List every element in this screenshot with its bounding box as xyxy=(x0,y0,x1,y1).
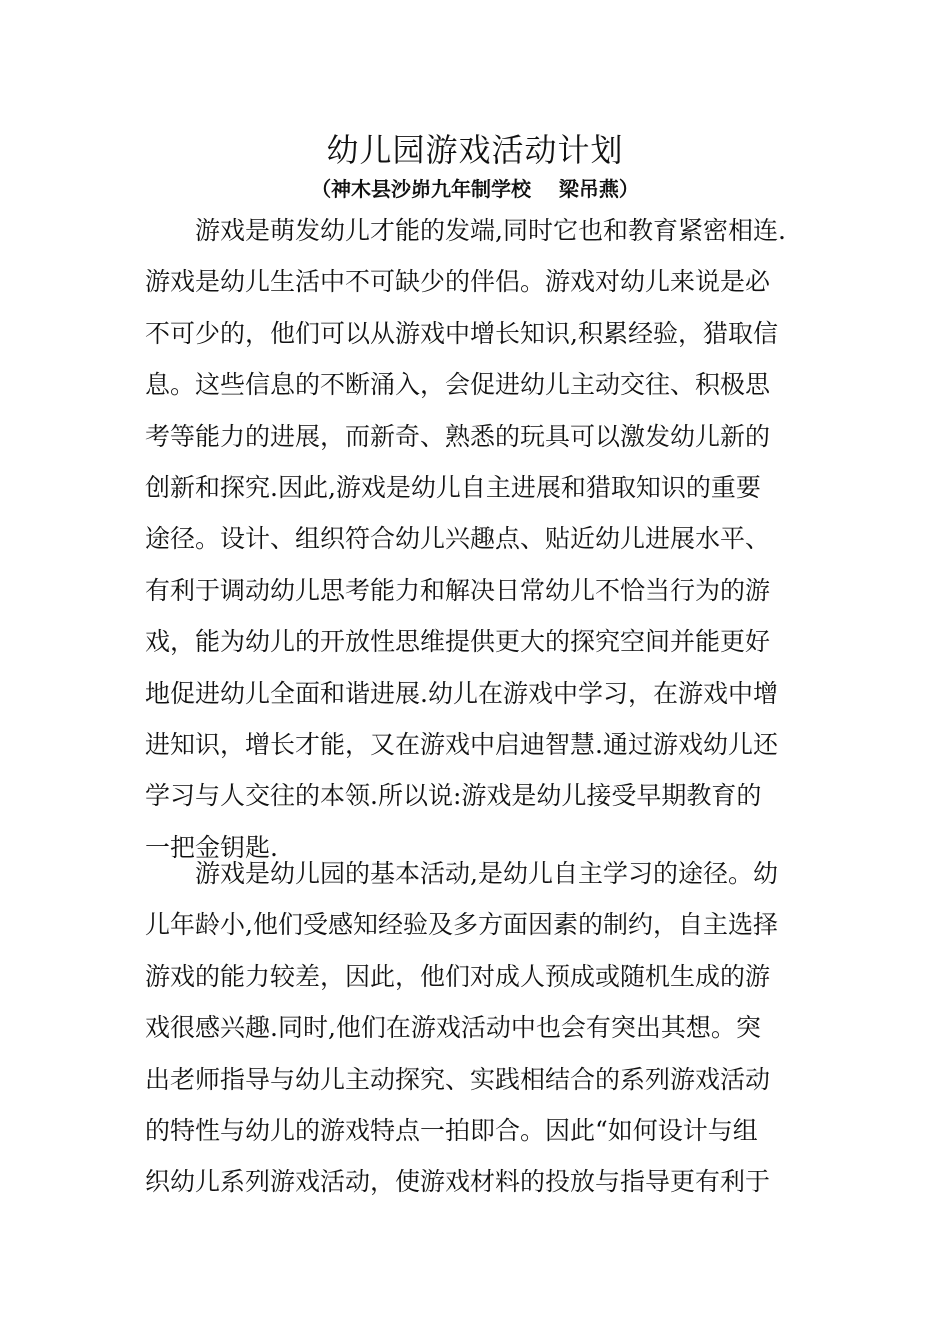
paragraph-line: 出老师指导与幼儿主动探究、实践相结合的系列游戏活动 xyxy=(145,1064,771,1094)
paragraph-line: 有利于调动幼儿思考能力和解决日常幼儿不恰当行为的游 xyxy=(145,575,771,605)
document-title: 幼儿园游戏活动计划 xyxy=(326,131,624,169)
document-subtitle: （神木县沙峁九年制学校 梁吊燕） xyxy=(311,177,639,201)
paragraph-line: 一把金钥匙. xyxy=(145,832,278,862)
paragraph-line: 游戏是幼儿生活中不可缺少的伴侣。游戏对幼儿来说是必 xyxy=(145,267,771,297)
paragraph-line: 戏，能为幼儿的开放性思维提供更大的探究空间并能更好 xyxy=(145,627,771,657)
paragraph-line: 创新和探究.因此,游戏是幼儿自主进展和猎取知识的重要 xyxy=(145,472,761,502)
paragraph-line: 戏很感兴趣.同时,他们在游戏活动中也会有突出其想。突 xyxy=(145,1013,761,1043)
paragraph-line: 息。这些信息的不断涌入，会促进幼儿主动交往、积极思 xyxy=(145,370,771,400)
paragraph-line: 学习与人交往的本领.所以说:游戏是幼儿接受早期教育的 xyxy=(145,781,762,811)
paragraph-line: 的特性与幼儿的游戏特点一拍即合。因此“如何设计与组 xyxy=(145,1115,758,1145)
paragraph-line: 地促进幼儿全面和谐进展.幼儿在游戏中学习，在游戏中增 xyxy=(145,678,778,708)
paragraph-1 xyxy=(145,205,815,873)
paragraph-line: 游戏是幼儿园的基本活动,是幼儿自主学习的途径。幼 xyxy=(195,859,778,888)
paragraph-line: 进知识，增长才能，又在游戏中启迪智慧.通过游戏幼儿还 xyxy=(145,729,778,759)
paragraph-line: 途径。设计、组织符合幼儿兴趣点、贴近幼儿进展水平、 xyxy=(145,524,771,554)
paragraph-line: 不可少的，他们可以从游戏中增长知识,积累经验，猎取信 xyxy=(145,318,778,348)
paragraph-line: 游戏是萌发幼儿才能的发端,同时它也和教育紧密相连. xyxy=(195,216,786,245)
paragraph-2 xyxy=(145,848,815,1208)
paragraph-line: 游戏的能力较差，因此，他们对成人预成或随机生成的游 xyxy=(145,961,771,991)
paragraph-line: 儿年龄小,他们受感知经验及多方面因素的制约，自主选择 xyxy=(145,910,778,940)
paragraph-line: 考等能力的进展，而新奇、熟悉的玩具可以激发幼儿新的 xyxy=(145,421,771,451)
paragraph-line: 织幼儿系列游戏活动，使游戏材料的投放与指导更有利于 xyxy=(145,1167,771,1197)
